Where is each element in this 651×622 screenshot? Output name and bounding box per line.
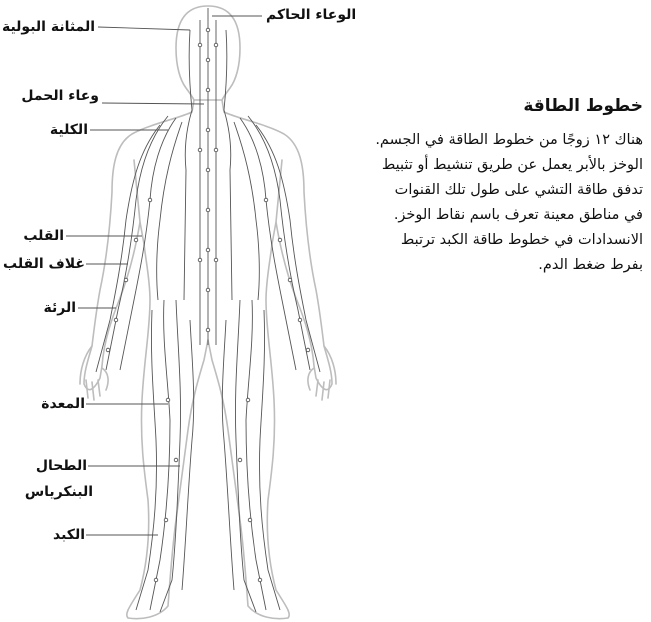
body-left-outline bbox=[84, 100, 208, 619]
info-line: الوخز بالأبر يعمل عن طريق تنشيط أو تثبيط bbox=[381, 157, 643, 173]
label-pericardium: غلاف القلب bbox=[3, 256, 85, 272]
label-stomach: المعدة bbox=[41, 396, 85, 412]
body-right-outline bbox=[208, 100, 332, 619]
info-line: هناك ١٢ زوجًا من خطوط الطاقة في الجسم. bbox=[375, 132, 643, 148]
label-spleen: الطحال bbox=[35, 458, 87, 474]
info-title: خطوط الطاقة bbox=[523, 96, 643, 116]
label-bladder: المثانة البولية bbox=[1, 19, 95, 35]
label-kidney: الكلية bbox=[49, 122, 88, 138]
label-heart: القلب bbox=[23, 228, 64, 244]
info-panel bbox=[343, 96, 643, 278]
label-liver: الكبد bbox=[53, 527, 85, 543]
info-line: الانسدادات في خطوط طاقة الكبد ترتبط bbox=[400, 232, 643, 248]
info-line: بفرط ضغط الدم. bbox=[538, 257, 643, 273]
label-lung: الرئة bbox=[43, 300, 76, 316]
info-line: في مناطق معينة تعرف باسم نقاط الوخز. bbox=[393, 207, 643, 223]
info-line: تدفق طاقة التشي على طول تلك القنوات bbox=[394, 182, 643, 198]
label-governing-vessel: الوعاء الحاكم bbox=[266, 7, 357, 23]
label-conception-vessel: وعاء الحمل bbox=[21, 88, 99, 104]
label-pancreas: البنكرياس bbox=[24, 484, 93, 500]
